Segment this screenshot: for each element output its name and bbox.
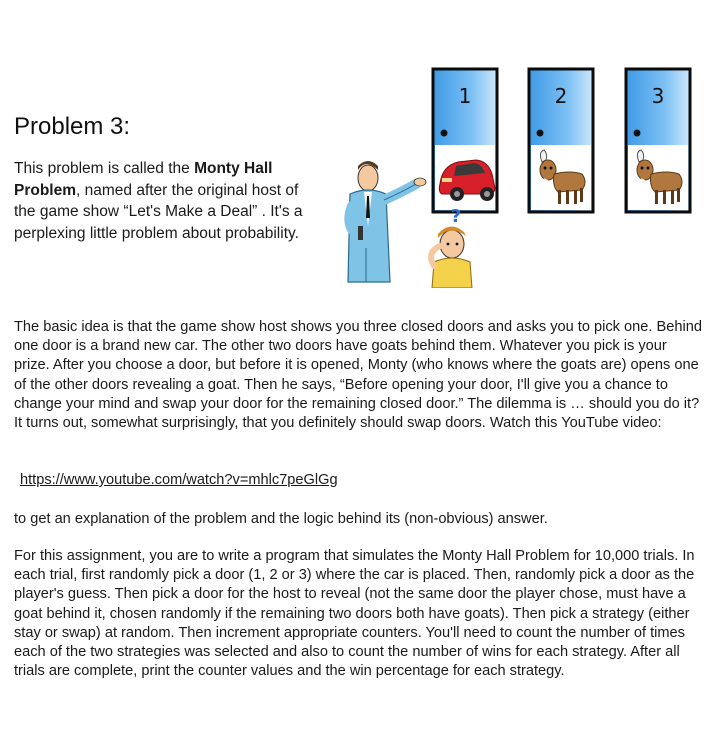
explanation-paragraph: to get an explanation of the problem and the logic behind its (non-obvious) answer. — [14, 511, 548, 527]
door-2-number: 2 — [554, 84, 568, 108]
youtube-link[interactable]: https://www.youtube.com/watch?v=mhlc7peGlGg — [20, 472, 338, 488]
intro-text-after: , named after the original host of the game show “Let's Make a Deal” . It's a perplexing little problem about probability. — [14, 181, 303, 242]
door-2 — [529, 69, 593, 212]
question-mark: ? — [450, 206, 462, 227]
door-1-number: 1 — [458, 84, 472, 108]
door-2-knob — [537, 130, 544, 137]
page-title: Problem 3: — [14, 113, 131, 140]
monty-hall-bold: Monty Hall Problem — [14, 160, 273, 199]
door-1 — [433, 69, 497, 212]
intro-text-before: This problem is called the — [14, 160, 195, 177]
door-1-knob — [441, 130, 448, 137]
door-3 — [626, 69, 690, 212]
monty-hall-illustration — [330, 66, 702, 288]
door-3-knob — [634, 130, 641, 137]
host-figure — [348, 161, 426, 282]
basic-idea-paragraph: The basic idea is that the game show host shows you three closed doors and asks you to pick one. Behind one door is a brand new car. The other two doors have goats behind them. Whatever you pick is your prize. After you choose a door, but before it is opened, Monty (who knows where the goats are) opens one of the other doors revealing a goat. Then he says, “Before opening your door, I'll give you a chance to change your mind and swap your door for the remaining closed door.” The dilemma is … should you do it? It turns out, somewhat surprisingly, that you definitely should swap doors. Watch this YouTube video: — [14, 319, 702, 432]
intro-paragraph — [14, 158, 319, 244]
assignment-paragraph: For this assignment, you are to write a program that simulates the Monty Hall Problem for 10,000 trials. In each trial, first randomly pick a door (1, 2 or 3) where the car is placed. Then, randomly pick a door as the player's guess. Then pick a door for the host to reveal (not the same door the player chose, must have a goat behind it, chosen randomly if the remaining two doors both have goats). Then pick a strategy (either stay or swap) at random. Then increment appropriate counters. You'll need to count the number of times each of the two strategies was selected and also to count the number of wins for each strategy. After all trials are complete, print the counter values and the win percentage for each strategy. — [14, 548, 695, 680]
contestant-figure — [431, 206, 472, 288]
door-3-number: 3 — [651, 84, 665, 108]
